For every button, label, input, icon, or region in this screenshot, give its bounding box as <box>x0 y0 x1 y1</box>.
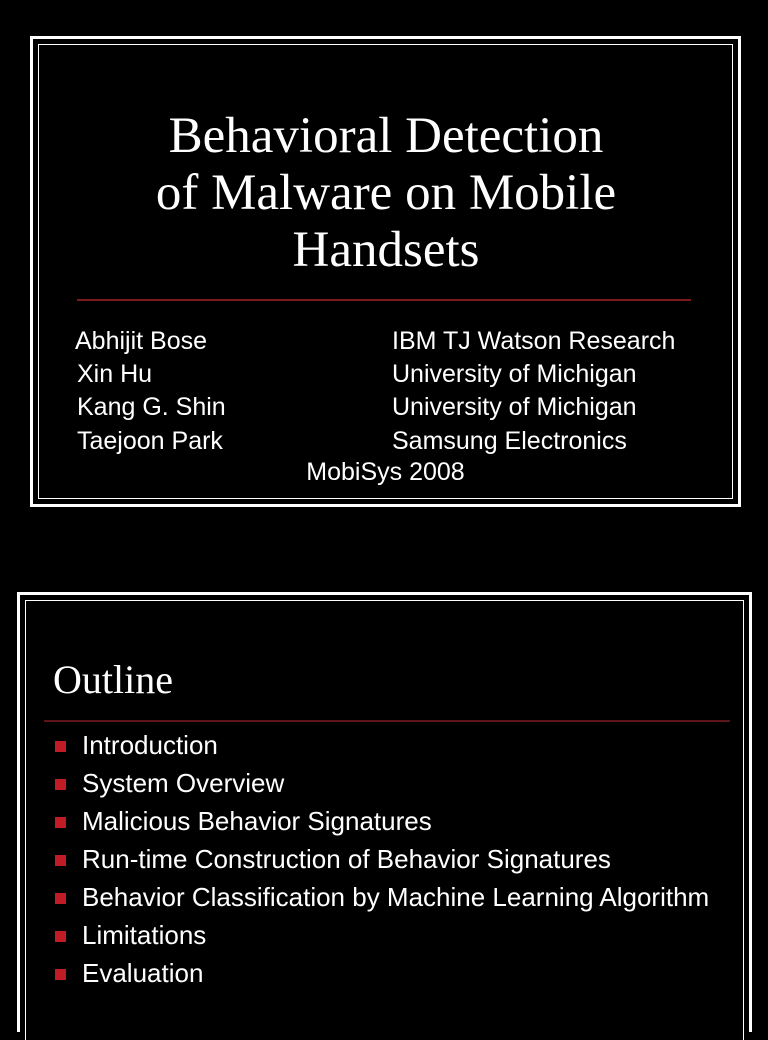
list-item <box>53 882 733 913</box>
title-line: Behavioral Detection <box>168 108 604 164</box>
bullet-square-icon <box>55 817 66 828</box>
bullet-square-icon <box>55 893 66 904</box>
list-item-text: System Overview <box>82 768 285 798</box>
author-affiliation: IBM TJ Watson Research <box>392 327 676 355</box>
author-name: Xin Hu <box>77 360 153 388</box>
bullet-square-icon <box>55 855 66 866</box>
bullet-square-icon <box>55 779 66 790</box>
author-row <box>77 391 717 423</box>
title-line: of Malware on Mobile <box>155 165 617 221</box>
list-item <box>53 920 733 951</box>
author-name: Taejoon Park <box>77 427 223 455</box>
bullet-square-icon <box>55 741 66 752</box>
author-row <box>77 358 717 390</box>
list-item <box>53 844 733 875</box>
author-row <box>77 425 717 457</box>
list-item-text: Introduction <box>82 730 218 760</box>
list-item-text: Malicious Behavior Signatures <box>82 806 432 836</box>
bullet-square-icon <box>55 931 66 942</box>
title-line: Handsets <box>292 222 480 278</box>
list-item <box>53 958 733 989</box>
outline-list <box>53 730 733 996</box>
list-item-text: Run-time Construction of Behavior Signatures <box>82 844 611 874</box>
list-item <box>53 730 733 761</box>
author-affiliation: Samsung Electronics <box>392 427 627 455</box>
slide-title <box>90 108 682 279</box>
author-name: Abhijit Bose <box>75 327 208 355</box>
list-item-text: Behavior Classification by Machine Learning Algorithm <box>82 882 710 912</box>
list-item-text: Limitations <box>82 920 207 950</box>
author-name: Kang G. Shin <box>77 393 226 421</box>
slide-title: Outline <box>53 657 173 702</box>
author-row <box>75 325 715 357</box>
author-affiliation: University of Michigan <box>392 393 637 421</box>
list-item <box>53 806 733 837</box>
list-item-text: Evaluation <box>82 958 204 988</box>
list-item <box>53 768 733 799</box>
outline-slide <box>17 592 752 1032</box>
bullet-square-icon <box>55 969 66 980</box>
title-divider <box>44 720 730 722</box>
title-slide <box>30 36 741 507</box>
venue-label: MobiSys 2008 <box>306 458 465 486</box>
author-affiliation: University of Michigan <box>392 360 637 388</box>
title-divider <box>77 299 691 301</box>
